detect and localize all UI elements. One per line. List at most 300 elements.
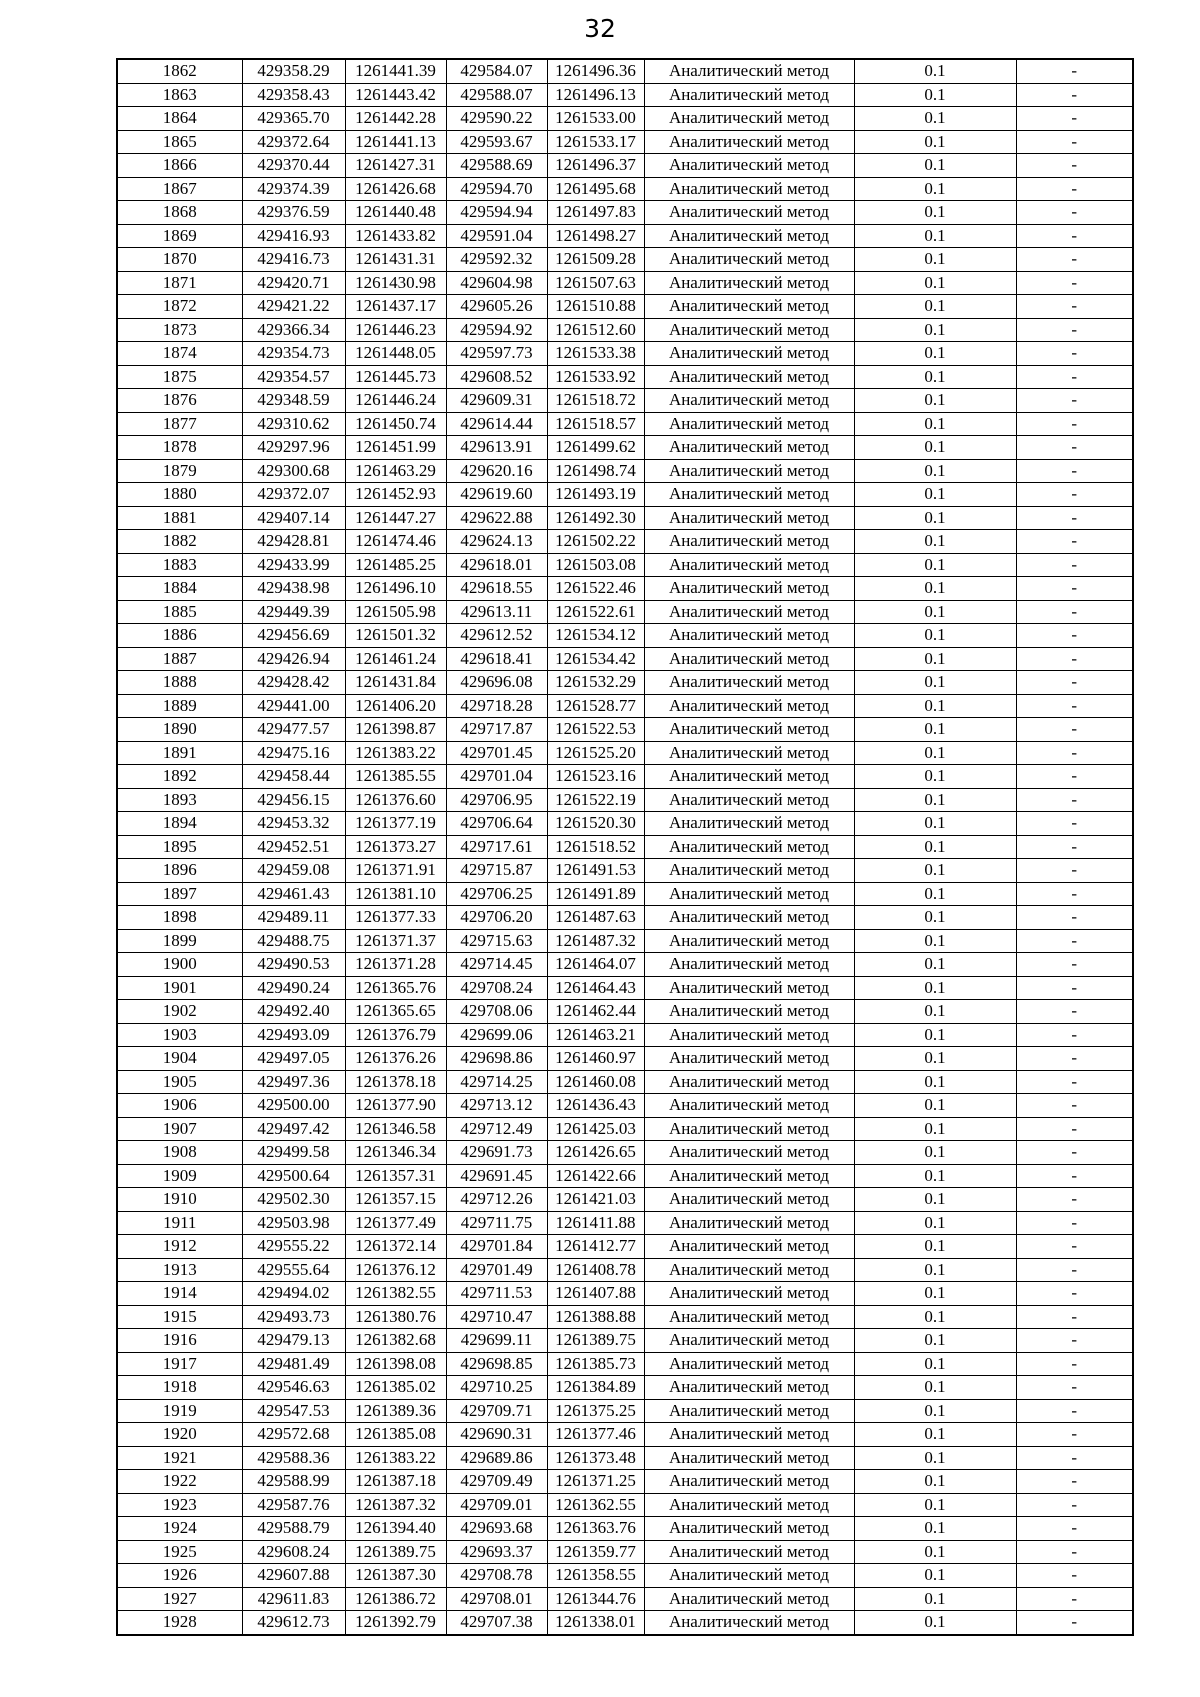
x2-cell: 429590.22 bbox=[446, 107, 547, 131]
accuracy-cell: 0.1 bbox=[854, 1423, 1016, 1447]
x1-cell: 429372.07 bbox=[242, 483, 345, 507]
table-row bbox=[117, 1235, 1133, 1259]
method-cell: Аналитический метод bbox=[644, 671, 854, 695]
table-row bbox=[117, 812, 1133, 836]
point-number-cell: 1894 bbox=[117, 812, 242, 836]
x1-cell: 429438.98 bbox=[242, 577, 345, 601]
y1-cell: 1261346.58 bbox=[345, 1117, 446, 1141]
note-cell: - bbox=[1016, 953, 1133, 977]
note-cell: - bbox=[1016, 1211, 1133, 1235]
x2-cell: 429698.85 bbox=[446, 1352, 547, 1376]
method-cell: Аналитический метод bbox=[644, 1305, 854, 1329]
note-cell: - bbox=[1016, 1493, 1133, 1517]
y1-cell: 1261378.18 bbox=[345, 1070, 446, 1094]
y1-cell: 1261426.68 bbox=[345, 177, 446, 201]
x1-cell: 429489.11 bbox=[242, 906, 345, 930]
x2-cell: 429699.11 bbox=[446, 1329, 547, 1353]
point-number-cell: 1886 bbox=[117, 624, 242, 648]
y2-cell: 1261502.22 bbox=[547, 530, 644, 554]
note-cell: - bbox=[1016, 671, 1133, 695]
note-cell: - bbox=[1016, 389, 1133, 413]
note-cell: - bbox=[1016, 1540, 1133, 1564]
method-cell: Аналитический метод bbox=[644, 1258, 854, 1282]
method-cell: Аналитический метод bbox=[644, 177, 854, 201]
x2-cell: 429701.49 bbox=[446, 1258, 547, 1282]
y1-cell: 1261385.02 bbox=[345, 1376, 446, 1400]
x2-cell: 429708.01 bbox=[446, 1587, 547, 1611]
y1-cell: 1261373.27 bbox=[345, 835, 446, 859]
y1-cell: 1261445.73 bbox=[345, 365, 446, 389]
accuracy-cell: 0.1 bbox=[854, 671, 1016, 695]
y2-cell: 1261503.08 bbox=[547, 553, 644, 577]
x1-cell: 429407.14 bbox=[242, 506, 345, 530]
accuracy-cell: 0.1 bbox=[854, 859, 1016, 883]
method-cell: Аналитический метод bbox=[644, 389, 854, 413]
accuracy-cell: 0.1 bbox=[854, 788, 1016, 812]
x2-cell: 429618.01 bbox=[446, 553, 547, 577]
x2-cell: 429604.98 bbox=[446, 271, 547, 295]
x2-cell: 429701.84 bbox=[446, 1235, 547, 1259]
note-cell: - bbox=[1016, 624, 1133, 648]
note-cell: - bbox=[1016, 647, 1133, 671]
method-cell: Аналитический метод bbox=[644, 1000, 854, 1024]
point-number-cell: 1918 bbox=[117, 1376, 242, 1400]
x1-cell: 429358.43 bbox=[242, 83, 345, 107]
y2-cell: 1261408.78 bbox=[547, 1258, 644, 1282]
table-row bbox=[117, 59, 1133, 83]
x2-cell: 429691.73 bbox=[446, 1141, 547, 1165]
table-row bbox=[117, 530, 1133, 554]
point-number-cell: 1910 bbox=[117, 1188, 242, 1212]
y2-cell: 1261362.55 bbox=[547, 1493, 644, 1517]
y2-cell: 1261525.20 bbox=[547, 741, 644, 765]
method-cell: Аналитический метод bbox=[644, 318, 854, 342]
table-row bbox=[117, 130, 1133, 154]
y2-cell: 1261464.07 bbox=[547, 953, 644, 977]
method-cell: Аналитический метод bbox=[644, 436, 854, 460]
y2-cell: 1261463.21 bbox=[547, 1023, 644, 1047]
y2-cell: 1261522.53 bbox=[547, 718, 644, 742]
y1-cell: 1261440.48 bbox=[345, 201, 446, 225]
table-row bbox=[117, 859, 1133, 883]
x1-cell: 429459.08 bbox=[242, 859, 345, 883]
x1-cell: 429449.39 bbox=[242, 600, 345, 624]
x2-cell: 429708.24 bbox=[446, 976, 547, 1000]
table-row bbox=[117, 154, 1133, 178]
point-number-cell: 1867 bbox=[117, 177, 242, 201]
accuracy-cell: 0.1 bbox=[854, 1000, 1016, 1024]
y1-cell: 1261376.26 bbox=[345, 1047, 446, 1071]
x2-cell: 429609.31 bbox=[446, 389, 547, 413]
table-row bbox=[117, 718, 1133, 742]
x1-cell: 429365.70 bbox=[242, 107, 345, 131]
note-cell: - bbox=[1016, 741, 1133, 765]
point-number-cell: 1907 bbox=[117, 1117, 242, 1141]
note-cell: - bbox=[1016, 436, 1133, 460]
method-cell: Аналитический метод bbox=[644, 1399, 854, 1423]
method-cell: Аналитический метод bbox=[644, 1423, 854, 1447]
table-row bbox=[117, 929, 1133, 953]
accuracy-cell: 0.1 bbox=[854, 835, 1016, 859]
accuracy-cell: 0.1 bbox=[854, 741, 1016, 765]
point-number-cell: 1906 bbox=[117, 1094, 242, 1118]
accuracy-cell: 0.1 bbox=[854, 1564, 1016, 1588]
method-cell: Аналитический метод bbox=[644, 1141, 854, 1165]
table-row bbox=[117, 271, 1133, 295]
y2-cell: 1261496.13 bbox=[547, 83, 644, 107]
accuracy-cell: 0.1 bbox=[854, 1023, 1016, 1047]
table-row bbox=[117, 177, 1133, 201]
x1-cell: 429420.71 bbox=[242, 271, 345, 295]
y2-cell: 1261358.55 bbox=[547, 1564, 644, 1588]
table-row bbox=[117, 694, 1133, 718]
table-row bbox=[117, 1517, 1133, 1541]
point-number-cell: 1883 bbox=[117, 553, 242, 577]
x1-cell: 429479.13 bbox=[242, 1329, 345, 1353]
x1-cell: 429428.81 bbox=[242, 530, 345, 554]
note-cell: - bbox=[1016, 1117, 1133, 1141]
method-cell: Аналитический метод bbox=[644, 953, 854, 977]
x2-cell: 429618.41 bbox=[446, 647, 547, 671]
y2-cell: 1261338.01 bbox=[547, 1611, 644, 1635]
y1-cell: 1261430.98 bbox=[345, 271, 446, 295]
x2-cell: 429620.16 bbox=[446, 459, 547, 483]
x2-cell: 429706.64 bbox=[446, 812, 547, 836]
note-cell: - bbox=[1016, 1141, 1133, 1165]
y1-cell: 1261446.24 bbox=[345, 389, 446, 413]
x2-cell: 429713.12 bbox=[446, 1094, 547, 1118]
x1-cell: 429497.05 bbox=[242, 1047, 345, 1071]
y1-cell: 1261380.76 bbox=[345, 1305, 446, 1329]
note-cell: - bbox=[1016, 1611, 1133, 1635]
y2-cell: 1261512.60 bbox=[547, 318, 644, 342]
y2-cell: 1261523.16 bbox=[547, 765, 644, 789]
x1-cell: 429475.16 bbox=[242, 741, 345, 765]
table-row bbox=[117, 835, 1133, 859]
x2-cell: 429717.61 bbox=[446, 835, 547, 859]
accuracy-cell: 0.1 bbox=[854, 600, 1016, 624]
x1-cell: 429503.98 bbox=[242, 1211, 345, 1235]
x1-cell: 429426.94 bbox=[242, 647, 345, 671]
note-cell: - bbox=[1016, 812, 1133, 836]
x2-cell: 429689.86 bbox=[446, 1446, 547, 1470]
accuracy-cell: 0.1 bbox=[854, 436, 1016, 460]
table-row bbox=[117, 1540, 1133, 1564]
accuracy-cell: 0.1 bbox=[854, 177, 1016, 201]
point-number-cell: 1887 bbox=[117, 647, 242, 671]
point-number-cell: 1888 bbox=[117, 671, 242, 695]
point-number-cell: 1864 bbox=[117, 107, 242, 131]
note-cell: - bbox=[1016, 1305, 1133, 1329]
y2-cell: 1261510.88 bbox=[547, 295, 644, 319]
method-cell: Аналитический метод bbox=[644, 271, 854, 295]
table-row bbox=[117, 342, 1133, 366]
point-number-cell: 1911 bbox=[117, 1211, 242, 1235]
method-cell: Аналитический метод bbox=[644, 1211, 854, 1235]
method-cell: Аналитический метод bbox=[644, 1164, 854, 1188]
x1-cell: 429608.24 bbox=[242, 1540, 345, 1564]
table-row bbox=[117, 624, 1133, 648]
x2-cell: 429588.07 bbox=[446, 83, 547, 107]
x2-cell: 429710.25 bbox=[446, 1376, 547, 1400]
point-number-cell: 1919 bbox=[117, 1399, 242, 1423]
x1-cell: 429494.02 bbox=[242, 1282, 345, 1306]
point-number-cell: 1898 bbox=[117, 906, 242, 930]
x2-cell: 429622.88 bbox=[446, 506, 547, 530]
point-number-cell: 1881 bbox=[117, 506, 242, 530]
x1-cell: 429555.22 bbox=[242, 1235, 345, 1259]
table-row bbox=[117, 1023, 1133, 1047]
point-number-cell: 1865 bbox=[117, 130, 242, 154]
y1-cell: 1261376.79 bbox=[345, 1023, 446, 1047]
point-number-cell: 1891 bbox=[117, 741, 242, 765]
note-cell: - bbox=[1016, 201, 1133, 225]
accuracy-cell: 0.1 bbox=[854, 1329, 1016, 1353]
method-cell: Аналитический метод bbox=[644, 342, 854, 366]
accuracy-cell: 0.1 bbox=[854, 1070, 1016, 1094]
method-cell: Аналитический метод bbox=[644, 1047, 854, 1071]
table-row bbox=[117, 577, 1133, 601]
x1-cell: 429607.88 bbox=[242, 1564, 345, 1588]
y1-cell: 1261385.08 bbox=[345, 1423, 446, 1447]
y1-cell: 1261357.15 bbox=[345, 1188, 446, 1212]
point-number-cell: 1914 bbox=[117, 1282, 242, 1306]
y2-cell: 1261496.37 bbox=[547, 154, 644, 178]
y2-cell: 1261528.77 bbox=[547, 694, 644, 718]
point-number-cell: 1913 bbox=[117, 1258, 242, 1282]
table-row bbox=[117, 1070, 1133, 1094]
y1-cell: 1261376.60 bbox=[345, 788, 446, 812]
x2-cell: 429706.95 bbox=[446, 788, 547, 812]
point-number-cell: 1904 bbox=[117, 1047, 242, 1071]
x1-cell: 429416.73 bbox=[242, 248, 345, 272]
accuracy-cell: 0.1 bbox=[854, 1305, 1016, 1329]
point-number-cell: 1869 bbox=[117, 224, 242, 248]
x1-cell: 429441.00 bbox=[242, 694, 345, 718]
y1-cell: 1261461.24 bbox=[345, 647, 446, 671]
method-cell: Аналитический метод bbox=[644, 600, 854, 624]
x1-cell: 429477.57 bbox=[242, 718, 345, 742]
point-number-cell: 1863 bbox=[117, 83, 242, 107]
y1-cell: 1261447.27 bbox=[345, 506, 446, 530]
accuracy-cell: 0.1 bbox=[854, 647, 1016, 671]
x2-cell: 429701.45 bbox=[446, 741, 547, 765]
accuracy-cell: 0.1 bbox=[854, 812, 1016, 836]
x1-cell: 429500.64 bbox=[242, 1164, 345, 1188]
y1-cell: 1261389.75 bbox=[345, 1540, 446, 1564]
y2-cell: 1261491.89 bbox=[547, 882, 644, 906]
point-number-cell: 1912 bbox=[117, 1235, 242, 1259]
x2-cell: 429711.75 bbox=[446, 1211, 547, 1235]
note-cell: - bbox=[1016, 859, 1133, 883]
y2-cell: 1261518.57 bbox=[547, 412, 644, 436]
method-cell: Аналитический метод bbox=[644, 1517, 854, 1541]
point-number-cell: 1903 bbox=[117, 1023, 242, 1047]
y1-cell: 1261387.30 bbox=[345, 1564, 446, 1588]
accuracy-cell: 0.1 bbox=[854, 107, 1016, 131]
method-cell: Аналитический метод bbox=[644, 83, 854, 107]
x1-cell: 429502.30 bbox=[242, 1188, 345, 1212]
x1-cell: 429376.59 bbox=[242, 201, 345, 225]
y1-cell: 1261371.28 bbox=[345, 953, 446, 977]
table-row bbox=[117, 1094, 1133, 1118]
y1-cell: 1261392.79 bbox=[345, 1611, 446, 1635]
y2-cell: 1261520.30 bbox=[547, 812, 644, 836]
accuracy-cell: 0.1 bbox=[854, 1164, 1016, 1188]
x2-cell: 429591.04 bbox=[446, 224, 547, 248]
table-row bbox=[117, 953, 1133, 977]
point-number-cell: 1884 bbox=[117, 577, 242, 601]
y2-cell: 1261384.89 bbox=[547, 1376, 644, 1400]
table-row bbox=[117, 1282, 1133, 1306]
y2-cell: 1261407.88 bbox=[547, 1282, 644, 1306]
method-cell: Аналитический метод bbox=[644, 295, 854, 319]
note-cell: - bbox=[1016, 976, 1133, 1000]
y1-cell: 1261398.08 bbox=[345, 1352, 446, 1376]
y2-cell: 1261460.97 bbox=[547, 1047, 644, 1071]
accuracy-cell: 0.1 bbox=[854, 201, 1016, 225]
point-number-cell: 1892 bbox=[117, 765, 242, 789]
x2-cell: 429618.55 bbox=[446, 577, 547, 601]
point-number-cell: 1873 bbox=[117, 318, 242, 342]
method-cell: Аналитический метод bbox=[644, 1188, 854, 1212]
note-cell: - bbox=[1016, 107, 1133, 131]
accuracy-cell: 0.1 bbox=[854, 1188, 1016, 1212]
x2-cell: 429707.38 bbox=[446, 1611, 547, 1635]
method-cell: Аналитический метод bbox=[644, 647, 854, 671]
x1-cell: 429588.79 bbox=[242, 1517, 345, 1541]
table-row bbox=[117, 483, 1133, 507]
y2-cell: 1261436.43 bbox=[547, 1094, 644, 1118]
y1-cell: 1261431.84 bbox=[345, 671, 446, 695]
accuracy-cell: 0.1 bbox=[854, 1517, 1016, 1541]
y1-cell: 1261389.36 bbox=[345, 1399, 446, 1423]
accuracy-cell: 0.1 bbox=[854, 906, 1016, 930]
x2-cell: 429624.13 bbox=[446, 530, 547, 554]
x1-cell: 429416.93 bbox=[242, 224, 345, 248]
y1-cell: 1261377.33 bbox=[345, 906, 446, 930]
note-cell: - bbox=[1016, 1446, 1133, 1470]
table-row bbox=[117, 412, 1133, 436]
y2-cell: 1261460.08 bbox=[547, 1070, 644, 1094]
accuracy-cell: 0.1 bbox=[854, 1352, 1016, 1376]
table-row bbox=[117, 741, 1133, 765]
y2-cell: 1261411.88 bbox=[547, 1211, 644, 1235]
method-cell: Аналитический метод bbox=[644, 1446, 854, 1470]
table-row bbox=[117, 389, 1133, 413]
y1-cell: 1261381.10 bbox=[345, 882, 446, 906]
accuracy-cell: 0.1 bbox=[854, 1235, 1016, 1259]
method-cell: Аналитический метод bbox=[644, 976, 854, 1000]
x1-cell: 429300.68 bbox=[242, 459, 345, 483]
x1-cell: 429354.57 bbox=[242, 365, 345, 389]
note-cell: - bbox=[1016, 318, 1133, 342]
method-cell: Аналитический метод bbox=[644, 835, 854, 859]
y2-cell: 1261487.63 bbox=[547, 906, 644, 930]
accuracy-cell: 0.1 bbox=[854, 577, 1016, 601]
y1-cell: 1261386.72 bbox=[345, 1587, 446, 1611]
table-row bbox=[117, 788, 1133, 812]
y2-cell: 1261533.92 bbox=[547, 365, 644, 389]
point-number-cell: 1899 bbox=[117, 929, 242, 953]
note-cell: - bbox=[1016, 459, 1133, 483]
y2-cell: 1261507.63 bbox=[547, 271, 644, 295]
accuracy-cell: 0.1 bbox=[854, 1399, 1016, 1423]
table-row bbox=[117, 1587, 1133, 1611]
point-number-cell: 1909 bbox=[117, 1164, 242, 1188]
x2-cell: 429699.06 bbox=[446, 1023, 547, 1047]
table-row bbox=[117, 1470, 1133, 1494]
y2-cell: 1261388.88 bbox=[547, 1305, 644, 1329]
x1-cell: 429588.99 bbox=[242, 1470, 345, 1494]
x1-cell: 429612.73 bbox=[242, 1611, 345, 1635]
x2-cell: 429619.60 bbox=[446, 483, 547, 507]
x1-cell: 429297.96 bbox=[242, 436, 345, 460]
x1-cell: 429358.29 bbox=[242, 59, 345, 83]
table-row bbox=[117, 201, 1133, 225]
note-cell: - bbox=[1016, 1258, 1133, 1282]
table-row bbox=[117, 436, 1133, 460]
accuracy-cell: 0.1 bbox=[854, 718, 1016, 742]
point-number-cell: 1902 bbox=[117, 1000, 242, 1024]
accuracy-cell: 0.1 bbox=[854, 1470, 1016, 1494]
method-cell: Аналитический метод bbox=[644, 1235, 854, 1259]
x2-cell: 429701.04 bbox=[446, 765, 547, 789]
y1-cell: 1261463.29 bbox=[345, 459, 446, 483]
point-number-cell: 1874 bbox=[117, 342, 242, 366]
point-number-cell: 1927 bbox=[117, 1587, 242, 1611]
y2-cell: 1261412.77 bbox=[547, 1235, 644, 1259]
x1-cell: 429348.59 bbox=[242, 389, 345, 413]
y1-cell: 1261451.99 bbox=[345, 436, 446, 460]
y1-cell: 1261448.05 bbox=[345, 342, 446, 366]
point-number-cell: 1928 bbox=[117, 1611, 242, 1635]
accuracy-cell: 0.1 bbox=[854, 506, 1016, 530]
y1-cell: 1261383.22 bbox=[345, 741, 446, 765]
y1-cell: 1261431.31 bbox=[345, 248, 446, 272]
x1-cell: 429490.24 bbox=[242, 976, 345, 1000]
accuracy-cell: 0.1 bbox=[854, 953, 1016, 977]
y1-cell: 1261433.82 bbox=[345, 224, 446, 248]
method-cell: Аналитический метод bbox=[644, 1564, 854, 1588]
y2-cell: 1261389.75 bbox=[547, 1329, 644, 1353]
y1-cell: 1261441.39 bbox=[345, 59, 446, 83]
x1-cell: 429374.39 bbox=[242, 177, 345, 201]
x2-cell: 429696.08 bbox=[446, 671, 547, 695]
point-number-cell: 1878 bbox=[117, 436, 242, 460]
coordinates-table bbox=[116, 58, 1134, 1636]
table-row bbox=[117, 83, 1133, 107]
x2-cell: 429712.26 bbox=[446, 1188, 547, 1212]
table-row bbox=[117, 1164, 1133, 1188]
method-cell: Аналитический метод bbox=[644, 741, 854, 765]
y1-cell: 1261443.42 bbox=[345, 83, 446, 107]
x2-cell: 429592.32 bbox=[446, 248, 547, 272]
accuracy-cell: 0.1 bbox=[854, 365, 1016, 389]
method-cell: Аналитический метод bbox=[644, 1611, 854, 1635]
y2-cell: 1261422.66 bbox=[547, 1164, 644, 1188]
x2-cell: 429717.87 bbox=[446, 718, 547, 742]
note-cell: - bbox=[1016, 1376, 1133, 1400]
note-cell: - bbox=[1016, 1023, 1133, 1047]
method-cell: Аналитический метод bbox=[644, 788, 854, 812]
accuracy-cell: 0.1 bbox=[854, 1094, 1016, 1118]
y1-cell: 1261365.65 bbox=[345, 1000, 446, 1024]
table-row bbox=[117, 976, 1133, 1000]
accuracy-cell: 0.1 bbox=[854, 1493, 1016, 1517]
y1-cell: 1261346.34 bbox=[345, 1141, 446, 1165]
point-number-cell: 1885 bbox=[117, 600, 242, 624]
